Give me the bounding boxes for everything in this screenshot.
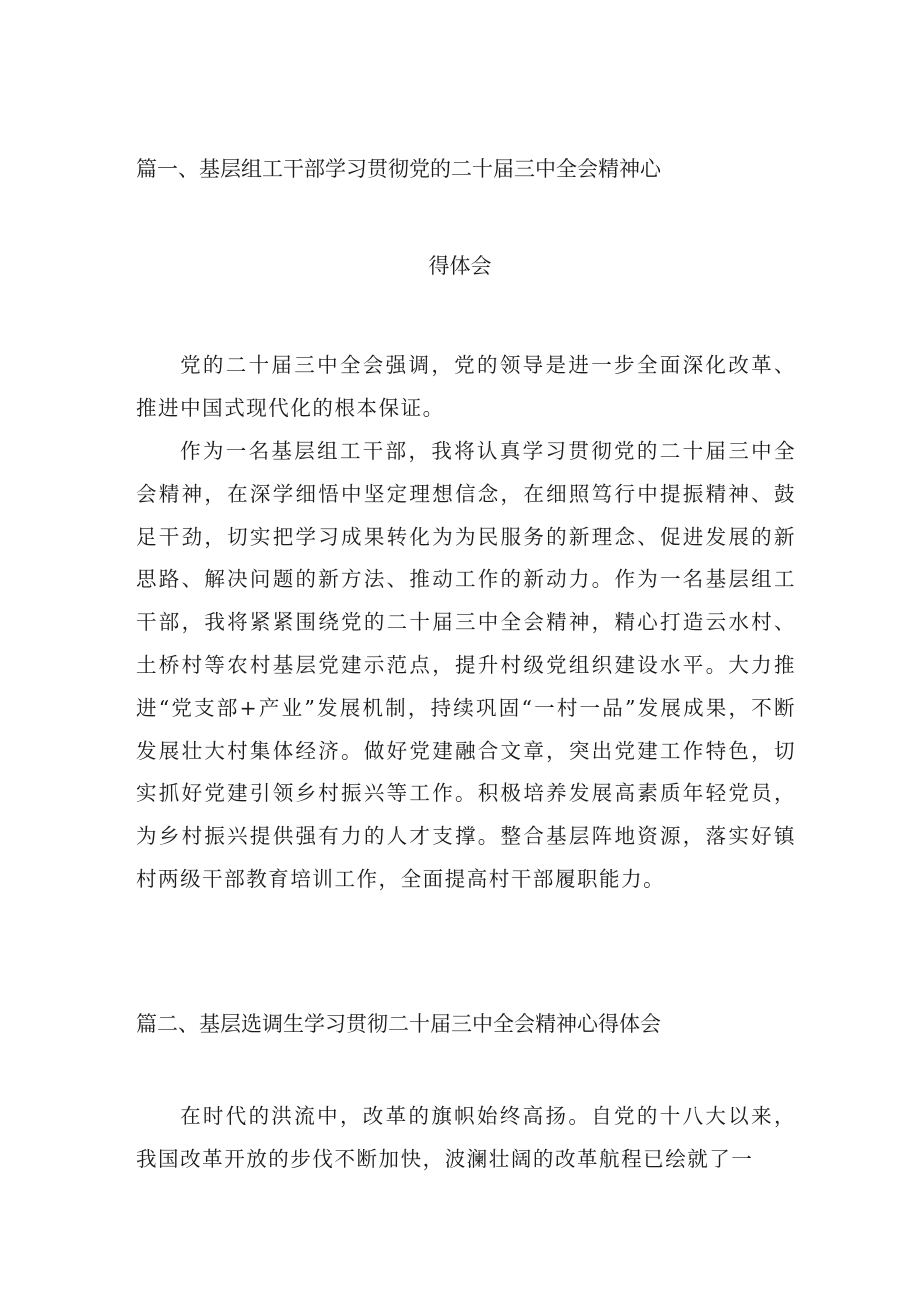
- section1-title-line1: 篇一、基层组工干部学习贯彻党的二十届三中全会精神心: [136, 157, 661, 181]
- section1-paragraph-1: 党的二十届三中全会强调，党的领导是进一步全面深化改革、推进中国式现代化的根本保证。: [136, 353, 796, 420]
- section2-title: 篇二、基层选调生学习贯彻二十届三中全会精神心得体会: [136, 1012, 661, 1036]
- section2-paragraph-1: 在时代的洪流中，改革的旗帜始终高扬。自党的十八大以来，我国改革开放的步伐不断加快，波澜壮阔的改革航程已绘就了一: [136, 1104, 796, 1171]
- section1-paragraph-2: 作为一名基层组工干部，我将认真学习贯彻党的二十届三中全会精神，在深学细悟中坚定理想信念，在细照笃行中提振精神、鼓足干劲，切实把学习成果转化为为民服务的新理念、促进发展的新思路、解决问题的新方法、推动工作的新动力。作为一名基层组工干部，我将紧紧围绕党的二十届三中全会精神，精心打造云水村、土桥村等农村基层党建示范点，提升村级党组织建设水平。大力推进“党支部+产业”发展机制，持续巩固“一村一品”发展成果，不断发展壮大村集体经济。做好党建融合文章，突出党建工作特色，切实抓好党建引领乡村振兴等工作。积极培养发展高素质年轻党员，为乡村振兴提供强有力的人才支撑。整合基层阵地资源，落实好镇村两级干部教育培训工作，全面提高村干部履职能力。: [136, 439, 796, 891]
- section1-title-line2: 得体会: [428, 254, 492, 278]
